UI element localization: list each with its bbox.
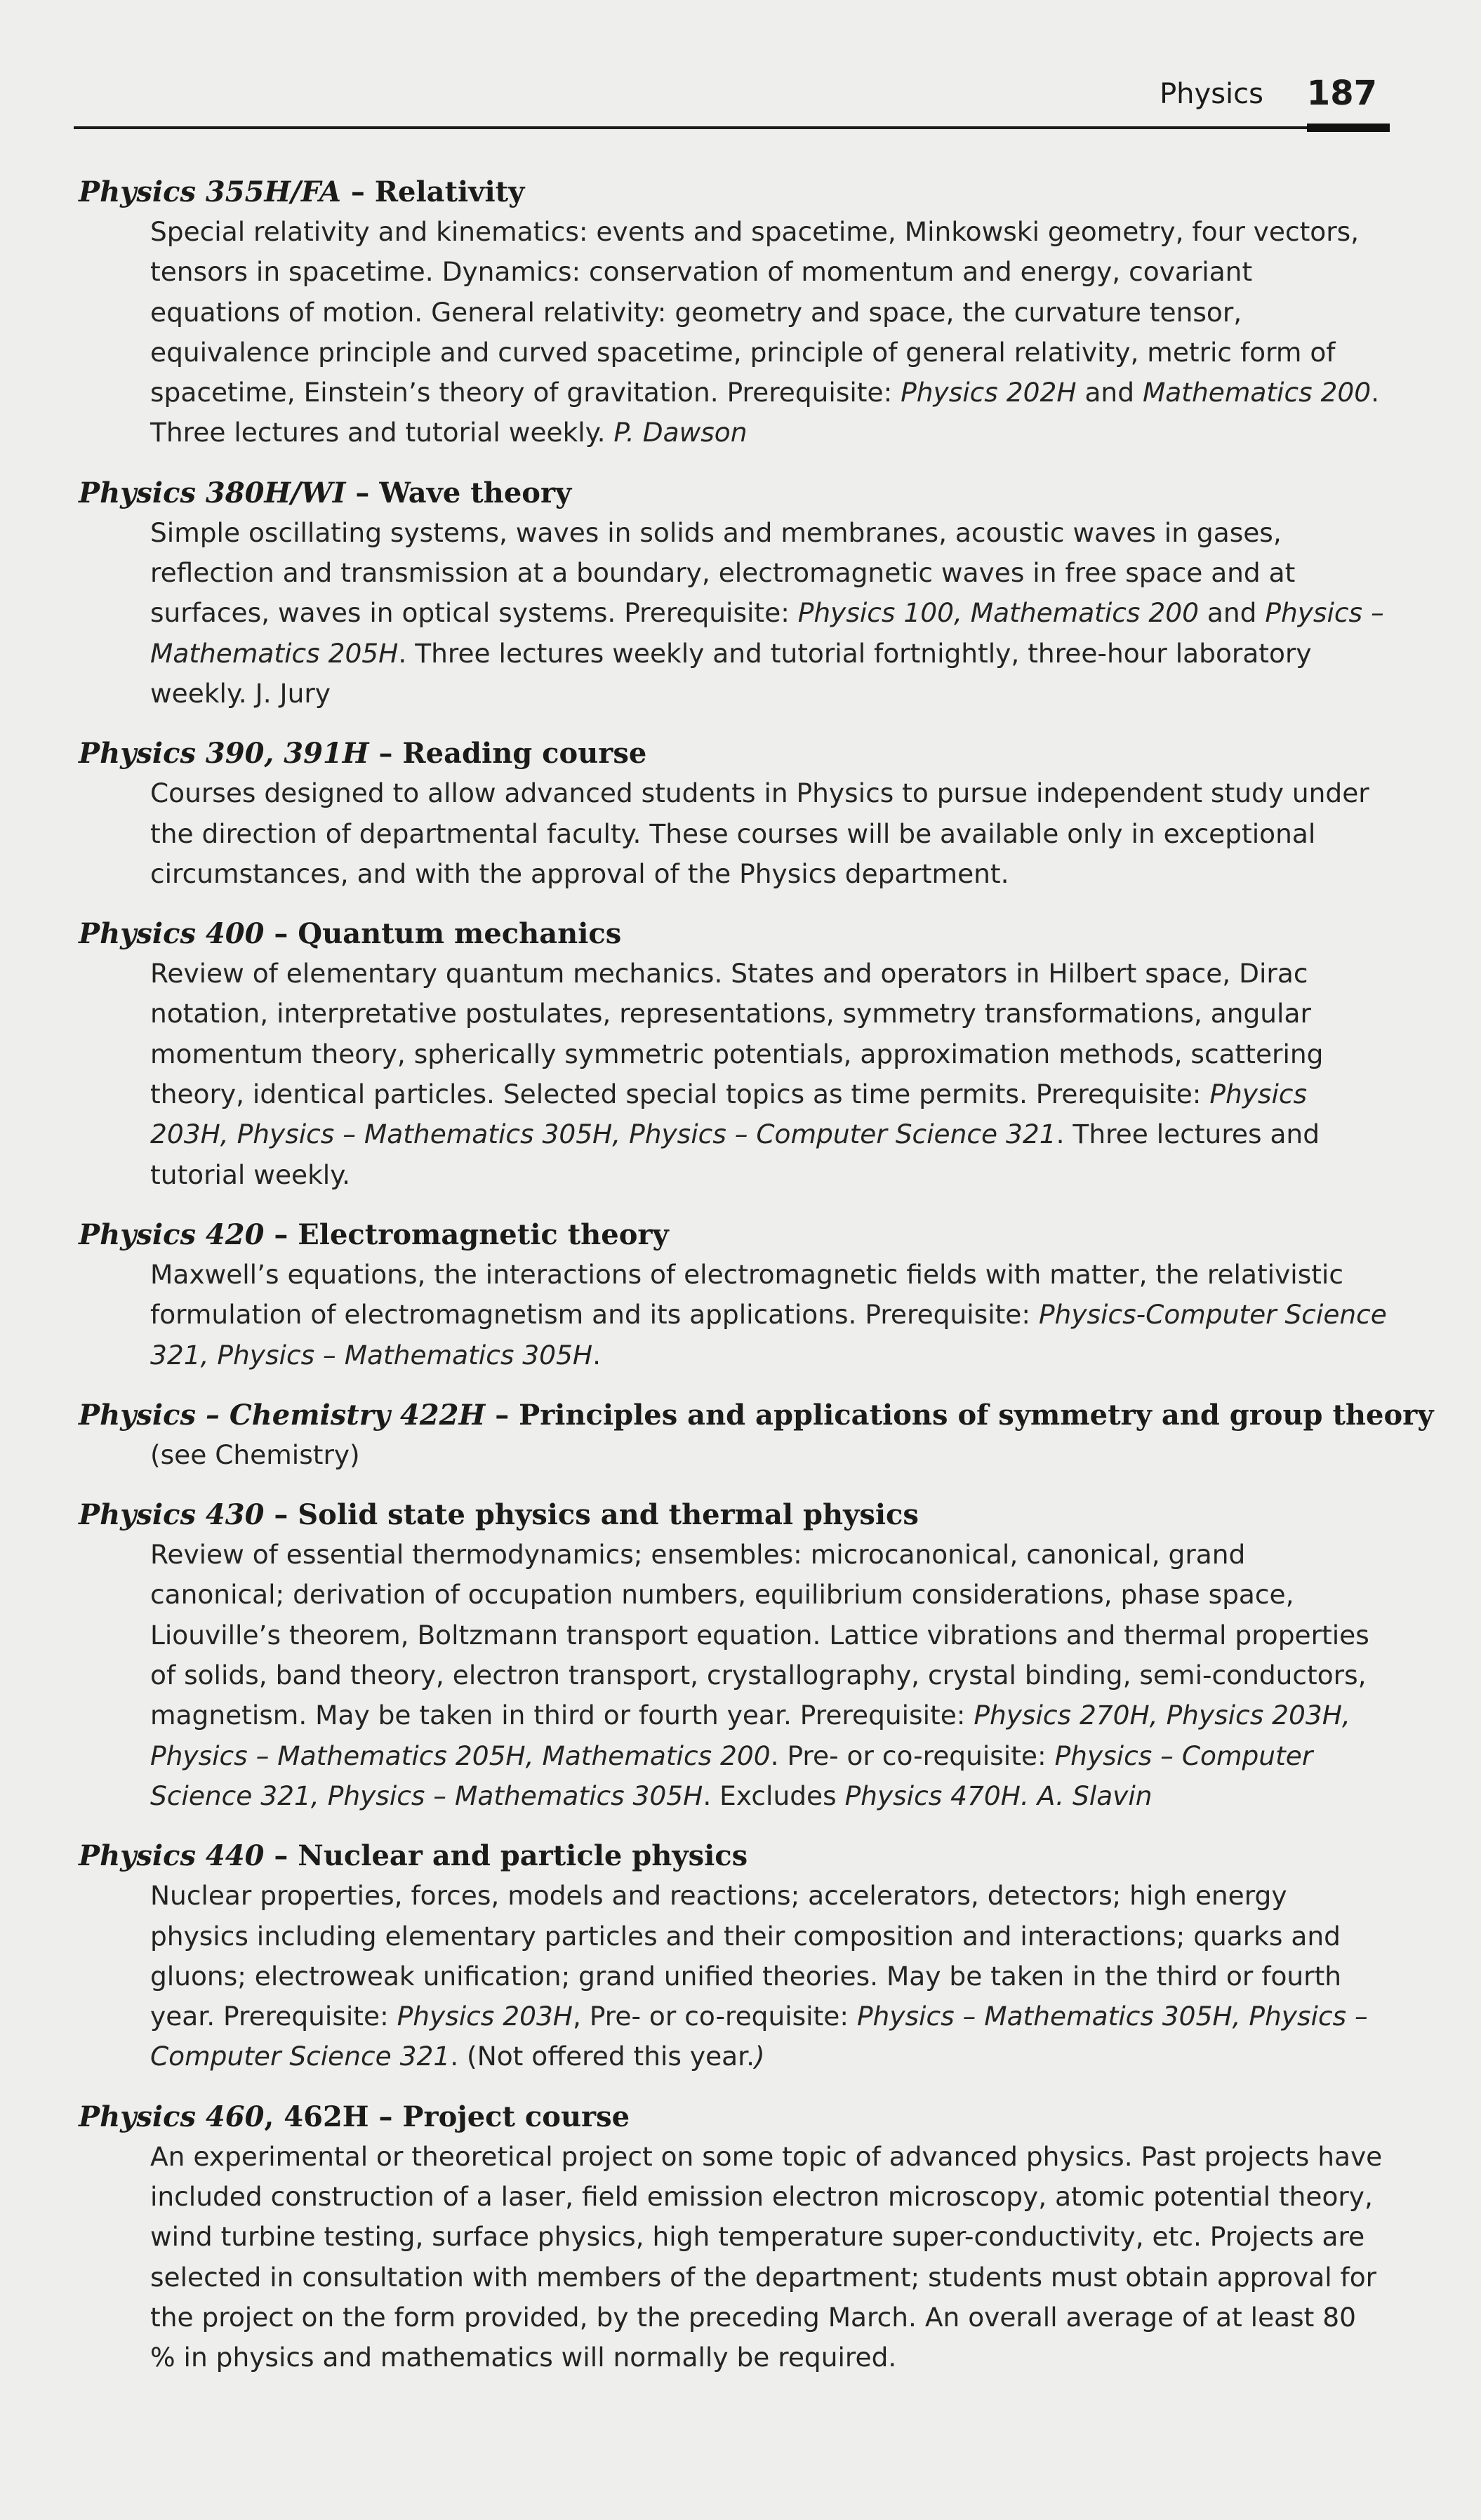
description-segment: . Excludes [703,1780,845,1811]
course-entry [79,1215,1388,1375]
course-code: Physics 420 [79,1218,265,1251]
course-description [150,1876,1388,2076]
course-title: Quantum mechanics [298,917,622,951]
course-description [150,1535,1388,1816]
course-heading [79,473,1388,513]
description-segment: . Pre- or co-requisite: [770,1740,1055,1771]
course-heading-dash: – [264,1839,298,1873]
description-segment: Courses designed to allow advanced students in Physics to pursue independent study under the direction of departmental faculty. These courses will be available only in exceptional circumstances, and with the approval of the Physics department. [150,778,1369,889]
course-description [150,513,1388,714]
course-code: Physics 430 [79,1498,265,1532]
description-segment: Special relativity and kinematics: events and spacetime, Minkowski geometry, four vectors, tensors in spacetime. Dynamics: conservation of momentum and energy, covariant equations of motion. General relativity: geometry and space, the curvature tensor, equivalence principle and curved spacetime, principle of general relativity, metric form of spacetime, Einstein’s theory of gravitation. Prerequisite: [150,216,1360,408]
course-entry [79,733,1388,894]
description-segment: Physics 203H [397,2001,573,2032]
course-entry [79,1495,1388,1816]
course-description [150,954,1388,1195]
course-title: Reading course [402,737,647,771]
description-segment: Physics – Computer Science 321, Physics – Mathematics 305H [150,1740,1313,1811]
description-segment: P. Dawson [613,417,748,448]
course-entry [79,1395,1434,1475]
description-segment: Nuclear properties, forces, models and reactions; accelerators, detectors; high energy physics including elementary particles and their composition and interactions; quarks and gluons; electroweak unification; grand unified theories. May be taken in the third or fourth year. Prerequisite: [150,1880,1342,2032]
description-segment: ) [755,2041,765,2072]
course-title: Principles and applications of symmetry and group theory [519,1398,1434,1432]
course-title: Solid state physics and thermal physics [298,1498,919,1532]
course-title: Project course [402,2100,630,2133]
description-segment: Simple oscillating systems, waves in solids and membranes, acoustic waves in gases, reflection and transmission at a boundary, electromagnetic waves in free space and at surfaces, waves in optical systems. Prerequisite: [150,516,1296,629]
course-heading [79,733,1388,773]
page-number: 187 [1306,74,1377,113]
course-heading [79,1395,1434,1435]
description-segment: Physics 470H. A. Slavin [844,1780,1153,1811]
course-code: Physics 380H/WI [79,476,346,509]
course-entry [79,914,1388,1195]
description-segment: . [592,1339,601,1371]
description-segment: , Pre- or co-requisite: [573,2001,857,2032]
course-heading-dash: – [264,917,298,951]
description-segment: Mathematics 200 [1142,377,1372,408]
course-heading [79,1495,1388,1535]
description-segment: Review of elementary quantum mechanics. States and operators in Hilbert space, Dirac notation, interpretative postulates, representations, symmetry transformations, angular momentum theory, spherically symmetric potentials, approximation methods, scattering theory, identical particles. Selected special topics as time permits. Prerequisite: [150,958,1324,1110]
course-heading [79,2097,1388,2137]
course-title: Electromagnetic theory [298,1218,669,1251]
course-heading-dash: – [264,1218,298,1251]
course-heading-dash: – [368,2100,403,2133]
description-segment: Physics 270H, Physics 203H, Physics – Mathematics 205H, Mathematics 200 [150,1700,1350,1771]
course-description [150,212,1388,453]
description-segment: Physics-Computer Science 321, Physics – Mathematics 305H [150,1299,1387,1371]
description-segment: Maxwell’s equations, the interactions of electromagnetic fields with matter, the relativistic formulation of electromagnetism and its applications. Prerequisite: [150,1258,1343,1331]
description-segment: . (Not offered this year. [450,2041,755,2072]
course-entry [79,1836,1388,2076]
course-entry [79,172,1388,453]
description-segment: (see Chemistry) [150,1439,360,1470]
description-segment: Physics – Mathematics 305H, Physics – Computer Science 321 [150,2001,1368,2072]
course-heading-dash: – [368,737,403,771]
course-code: Physics 355H/FA [79,175,341,208]
description-segment: Review of essential thermodynamics; ensembles: microcanonical, canonical, grand canonical; derivation of occupation numbers, equilibrium considerations, phase space, Liouville’s theorem, Boltzmann transport equation. Lattice vibrations and thermal properties of solids, band theory, electron transport, crystallography, crystal binding, semi-conductors, magnetism. May be taken in third or fourth year. Prerequisite: [150,1539,1369,1731]
course-heading-dash: – [340,175,375,208]
course-description [150,2137,1388,2378]
course-code: Physics 460 [79,2100,265,2133]
description-segment: . Three lectures and tutorial weekly. [150,1119,1320,1190]
course-description [150,1255,1388,1375]
description-segment: Physics – Mathematics 205H [150,597,1384,669]
course-entry [79,2097,1388,2378]
description-segment: . Three lectures weekly and tutorial fortnightly, three-hour laboratory weekly. J. Jury [150,637,1312,709]
course-list [79,172,1434,2397]
course-heading [79,914,1388,954]
header-rule [74,126,1390,129]
course-heading-dash: – [345,476,380,509]
course-heading-dash: – [485,1398,519,1432]
course-entry [79,473,1388,714]
course-heading-dash: – [264,1498,298,1532]
description-segment: An experimental or theoretical project on some topic of advanced physics. Past projects have included construction of a laser, field emission electron microscopy, atomic potential theory, wind turbine testing, surface physics, high temperature super-conductivity, etc. Projects are selected in consultation with members of the department; students must obtain approval for the project on the form provided, by the preceding March. An overall average of at least 80 % in physics and mathematics will normally be required. [150,2140,1383,2373]
description-segment: and [1198,597,1266,629]
running-head: Physics [1160,78,1263,110]
course-heading [79,172,1388,212]
description-segment: Physics 203H, Physics – Mathematics 305H, Physics – Computer Science 321 [150,1079,1308,1150]
page-header [74,70,1390,129]
course-code: Physics 390, 391H [79,737,369,771]
description-segment: . Three lectures and tutorial weekly. [150,377,1380,448]
course-title: Wave theory [379,476,572,509]
description-segment: and [1076,377,1143,408]
course-title: Relativity [374,175,525,208]
description-segment: Physics 202H [901,377,1077,408]
course-description [150,773,1388,894]
course-description [150,1435,1388,1475]
course-code: Physics 440 [79,1839,265,1873]
description-segment: Physics 100, Mathematics 200 [797,597,1199,629]
course-heading [79,1836,1388,1876]
course-heading [79,1215,1388,1255]
course-code: Physics 400 [79,917,265,951]
course-code: Physics – Chemistry 422H [79,1398,486,1432]
course-title: Nuclear and particle physics [298,1839,748,1873]
course-code-suffix: , 462H [264,2100,369,2133]
